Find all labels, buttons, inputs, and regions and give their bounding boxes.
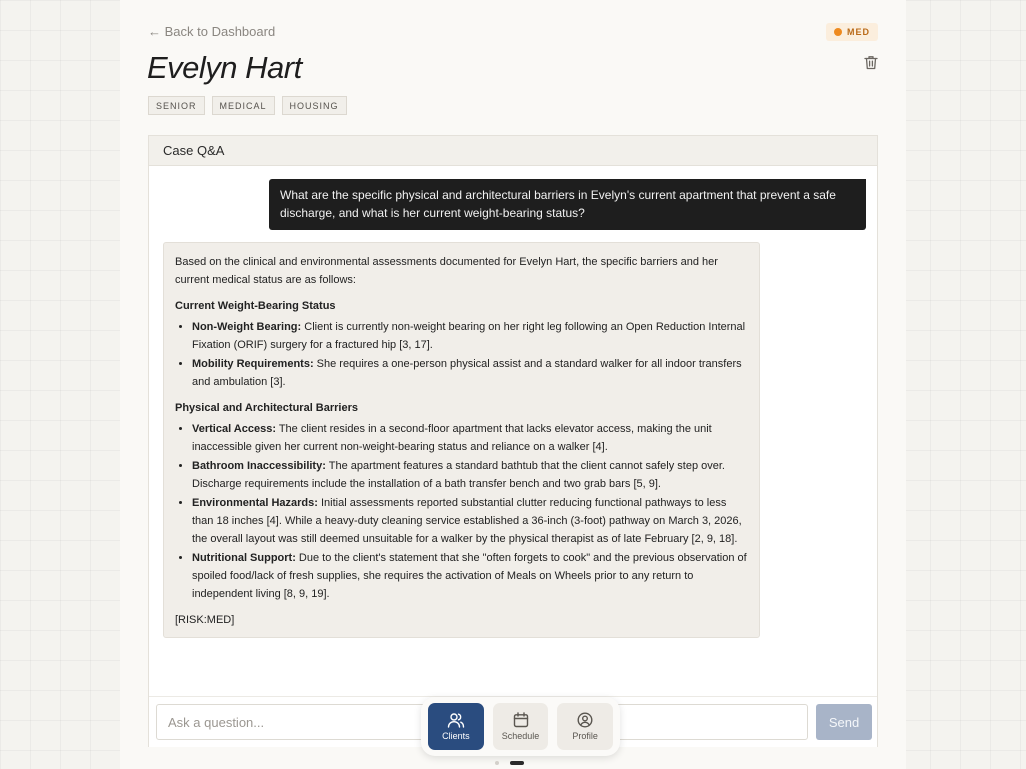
- answer-list-item: [192, 420, 748, 456]
- nav-item-schedule[interactable]: [493, 703, 549, 750]
- case-qa-header: Case Q&A: [149, 136, 877, 166]
- answer-item-text: Client is currently non-weight bearing on her right leg following an Open Reduction Internal Fixation (ORIF) surgery for a fractured hip [3, 17].: [192, 321, 746, 351]
- nav-item-label: Clients: [442, 731, 470, 741]
- trash-icon: [864, 55, 878, 70]
- answer-section-list: [175, 318, 748, 391]
- risk-badge-label: MED: [847, 27, 870, 37]
- calendar-icon: [513, 712, 529, 728]
- answer-intro: Based on the clinical and environmental assessments documented for Evelyn Hart, the specific barriers and her current medical status are as follows:: [175, 256, 718, 286]
- answer-list-item: [192, 549, 748, 603]
- answer-item-term: Non-Weight Bearing:: [192, 321, 302, 333]
- user-circle-icon: [577, 712, 593, 728]
- delete-client-button[interactable]: [862, 53, 880, 71]
- answer-list-item: [192, 457, 748, 493]
- answer-item-term: Vertical Access:: [192, 423, 276, 435]
- answer-list-item: [192, 494, 748, 548]
- bottom-nav: [421, 697, 620, 756]
- answer-item-term: Mobility Requirements:: [192, 358, 314, 370]
- client-tags: [148, 96, 347, 115]
- risk-dot-icon: [834, 28, 842, 36]
- client-name: Evelyn Hart: [147, 50, 302, 85]
- answer-item-text: Initial assessments reported substantial clutter reducing functional pathways to less than 18 inches [4]. While a heavy-duty cleaning service established a 36-inch (3-foot) pathway on March 3, 2026, the overall layout was still deemed unsuitable for a walker by the physical therapist as of late February [2, 9, 18].: [192, 497, 742, 545]
- answer-section-heading: Current Weight-Bearing Status: [175, 300, 336, 312]
- tag-housing: HOUSING: [282, 96, 347, 115]
- tag-senior: SENIOR: [148, 96, 205, 115]
- answer-section-heading: Physical and Architectural Barriers: [175, 402, 359, 414]
- send-button[interactable]: Send: [816, 704, 872, 740]
- tag-medical: MEDICAL: [212, 96, 275, 115]
- page-dot-active[interactable]: [510, 761, 524, 765]
- case-qa-panel: [148, 135, 878, 747]
- nav-item-clients[interactable]: [428, 703, 484, 750]
- nav-item-label: Profile: [572, 731, 598, 741]
- risk-badge: [826, 23, 878, 41]
- nav-item-profile[interactable]: [557, 703, 613, 750]
- answer-section-list: [175, 420, 748, 603]
- answer-item-term: Environmental Hazards:: [192, 497, 318, 509]
- answer-list-item: [192, 355, 748, 391]
- users-icon: [447, 712, 465, 728]
- user-question-bubble: What are the specific physical and architectural barriers in Evelyn's current apartment that prevent a safe discharge, and what is her current weight-bearing status?: [269, 179, 866, 230]
- nav-item-label: Schedule: [501, 731, 540, 741]
- answer-risk-tag: [RISK:MED]: [175, 614, 235, 626]
- answer-item-text: The apartment features a standard bathtub that the client cannot safely step over. Discharge requirements include the installation of a bath transfer bench and two grab bars [5, 9].: [192, 460, 725, 490]
- assistant-answer-bubble: [163, 242, 760, 638]
- back-to-dashboard-link[interactable]: ← Back to Dashboard: [148, 24, 276, 39]
- answer-item-text: Due to the client's statement that she "often forgets to cook" and the previous observation of spoiled food/lack of fresh supplies, she requires the activation of Meals on Wheels prior to any return to independent living [8, 9, 19].: [192, 552, 747, 600]
- answer-list-item: [192, 318, 748, 354]
- answer-item-text: The client resides in a second-floor apartment that lacks elevator access, making the unit inaccessible given her current non-weight-bearing status and reliance on a walker [4].: [192, 423, 712, 453]
- answer-item-term: Nutritional Support:: [192, 552, 296, 564]
- page-dot[interactable]: [495, 761, 499, 765]
- answer-item-term: Bathroom Inaccessibility:: [192, 460, 326, 472]
- page-indicator: [495, 761, 524, 765]
- answer-item-text: She requires a one-person physical assist and a standard walker for all indoor transfers and ambulation [3].: [192, 358, 742, 388]
